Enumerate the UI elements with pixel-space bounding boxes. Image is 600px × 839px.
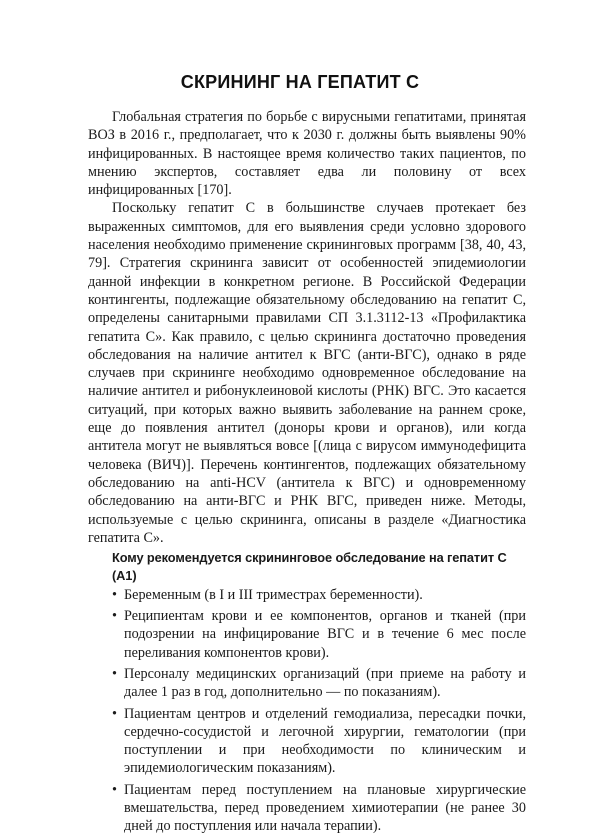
bullet-icon: • <box>112 586 117 603</box>
paragraph-intro: Глобальная стратегия по борьбе с вирусными гепатитами, принятая ВОЗ в 2016 г., предполагает, что к 2030 г. должны быть выявлены 90% инфицированных. В настоящее время количество таких пациентов, по мнению экспертов, составляет едва ли половину от всех инфицированных [170]. <box>88 109 526 199</box>
list-item <box>88 665 526 702</box>
list-item <box>88 586 526 604</box>
bullet-icon: • <box>112 665 117 682</box>
list-item-text: Пациентам перед поступлением на плановые хирургические вмешательства, перед проведением химиотерапии (не ранее 30 дней до поступления или начала терапии). <box>124 781 526 835</box>
section-subheading: Кому рекомендуется скрининговое обследование на гепатит С (А1) <box>112 550 507 584</box>
list-item-text: Реципиентам крови и ее компонентов, органов и тканей (при подозрении на инфицирование ВГС и в течение 6 мес после переливания компонентов крови). <box>124 608 526 661</box>
list-item <box>88 781 526 836</box>
list-item <box>88 607 526 662</box>
list-item-text: Пациентам центров и отделений гемодиализа, пересадки почки, сердечно-сосудистой и легочной хирургии, гематологии (при поступлении и при необходимости по клиническим и эпидемиологическим показаниям). <box>124 705 526 777</box>
paragraph-screening-strategy: Поскольку гепатит С в большинстве случаев протекает без выраженных симптомов, для его выявления среди условно здорового населения необходимо применение скрининговых программ [38, 40, 43, 79]. Стратегия скрининга зависит от особенностей эпидемиологии данной инфекции в конкретном регионе. В Российской Федерации контингенты, подлежащие обязательному обследованию на гепатит С, определены санитарными правилами СП 3.1.3112-13 «Профилактика гепатита С». Как правило, с целью скрининга достаточно проведения обследования на наличие антител к ВГС (анти-ВГС), однако в ряде случаев при скрининге необходимо одновременное обследование на наличие антител и рибонуклеиновой кислоты (РНК) ВГС. Это касается ситуаций, при которых важно выявить заболевание на раннем сроке, еще до появления антител (доноры крови и органов), или когда антитела могут не выявляться вовсе [(лица с вирусом иммунодефицита человека (ВИЧ)]. Перечень контингентов, подлежащих обязательному обследованию на anti-HCV (антитела к ВГС) и одновременному обследованию на анти-ВГС и РНК ВГС, приведен ниже. Методы, используемые с целью скрининга, описаны в разделе «Диагностика гепатита С». <box>88 200 526 546</box>
list-item-text: Беременным (в I и III триместрах беременности). <box>124 586 423 603</box>
screening-list <box>88 586 526 836</box>
list-item <box>88 705 526 778</box>
document-body <box>88 108 526 839</box>
bullet-icon: • <box>112 608 117 625</box>
bullet-icon: • <box>112 705 117 722</box>
bullet-icon: • <box>112 781 117 798</box>
page-title: СКРИНИНГ НА ГЕПАТИТ С <box>180 72 420 92</box>
list-item-text: Персоналу медицинских организаций (при приеме на работу и далее 1 раз в год, дополнительно — по показаниям). <box>124 665 526 701</box>
